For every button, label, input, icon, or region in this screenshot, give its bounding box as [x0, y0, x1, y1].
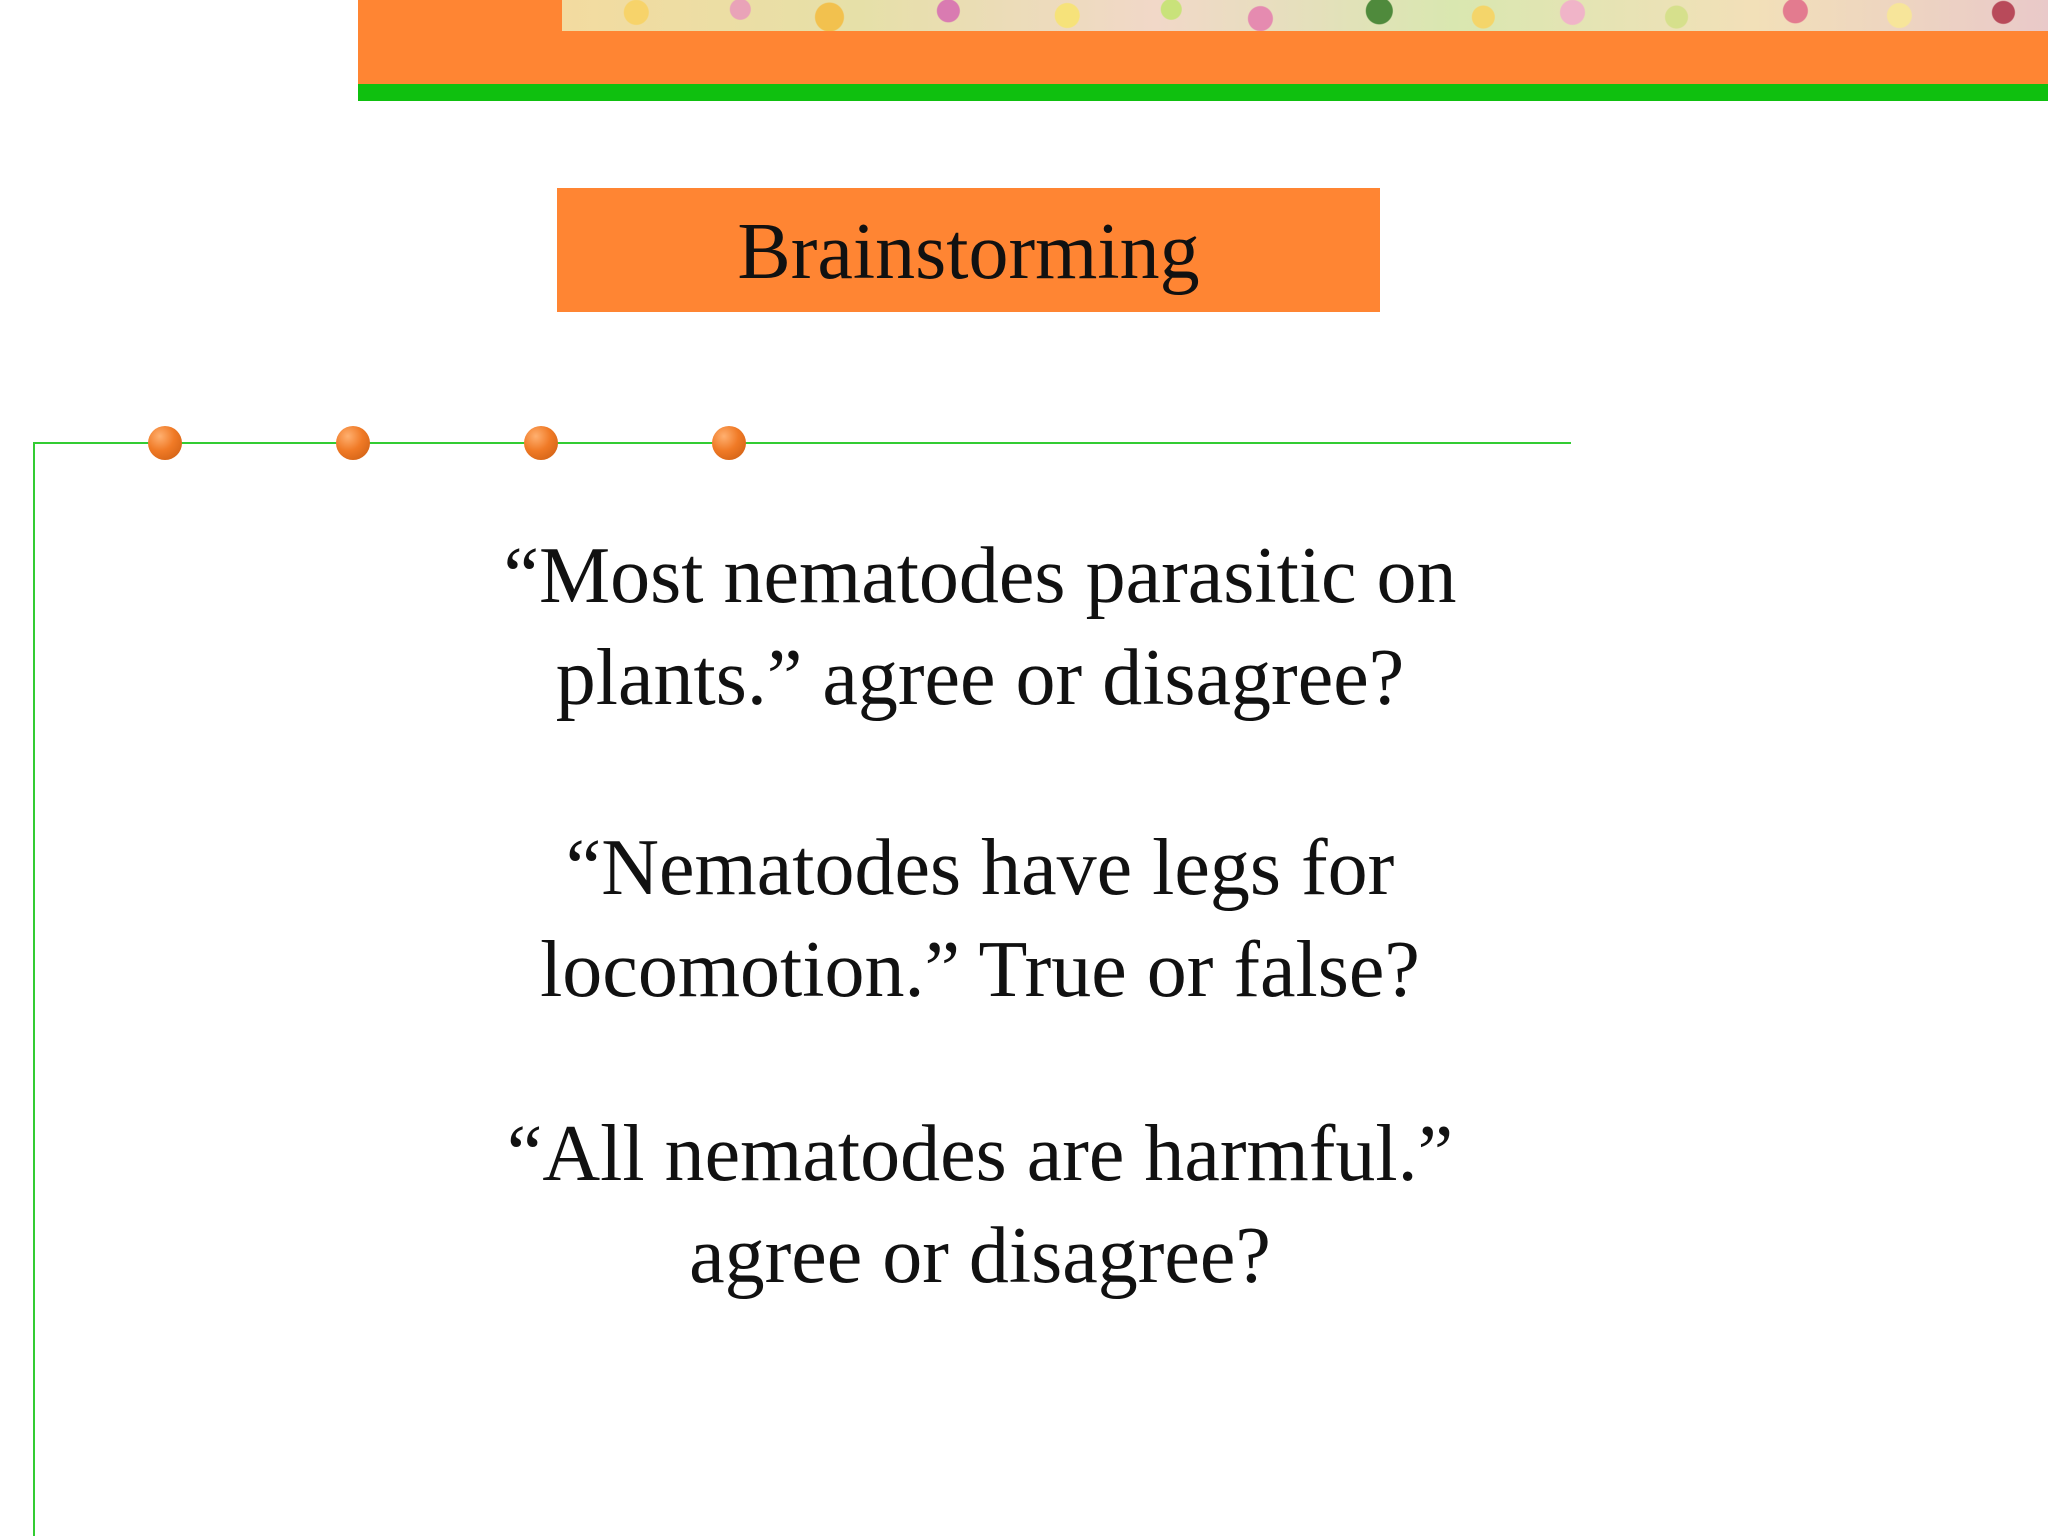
decorative-vertical-rule — [33, 442, 35, 1536]
question-line: “Most nematodes parasitic on — [503, 532, 1457, 620]
question-3 — [440, 1103, 1520, 1307]
orange-dot-icon — [712, 426, 746, 460]
question-line: plants.” agree or disagree? — [555, 634, 1405, 722]
question-line: locomotion.” True or false? — [540, 926, 1420, 1014]
decorative-horizontal-rule — [33, 442, 1571, 444]
orange-dot-icon — [148, 426, 182, 460]
question-line: “Nematodes have legs for — [565, 824, 1395, 912]
title-box — [557, 188, 1380, 312]
question-2 — [440, 817, 1520, 1021]
question-line: agree or disagree? — [689, 1212, 1271, 1300]
question-1 — [440, 525, 1520, 729]
slide-title: Brainstorming — [737, 208, 1200, 296]
orange-dot-icon — [524, 426, 558, 460]
question-line: “All nematodes are harmful.” — [506, 1110, 1454, 1198]
header-flower-image — [562, 0, 2048, 31]
orange-dot-icon — [336, 426, 370, 460]
header-green-stripe — [358, 84, 2048, 101]
